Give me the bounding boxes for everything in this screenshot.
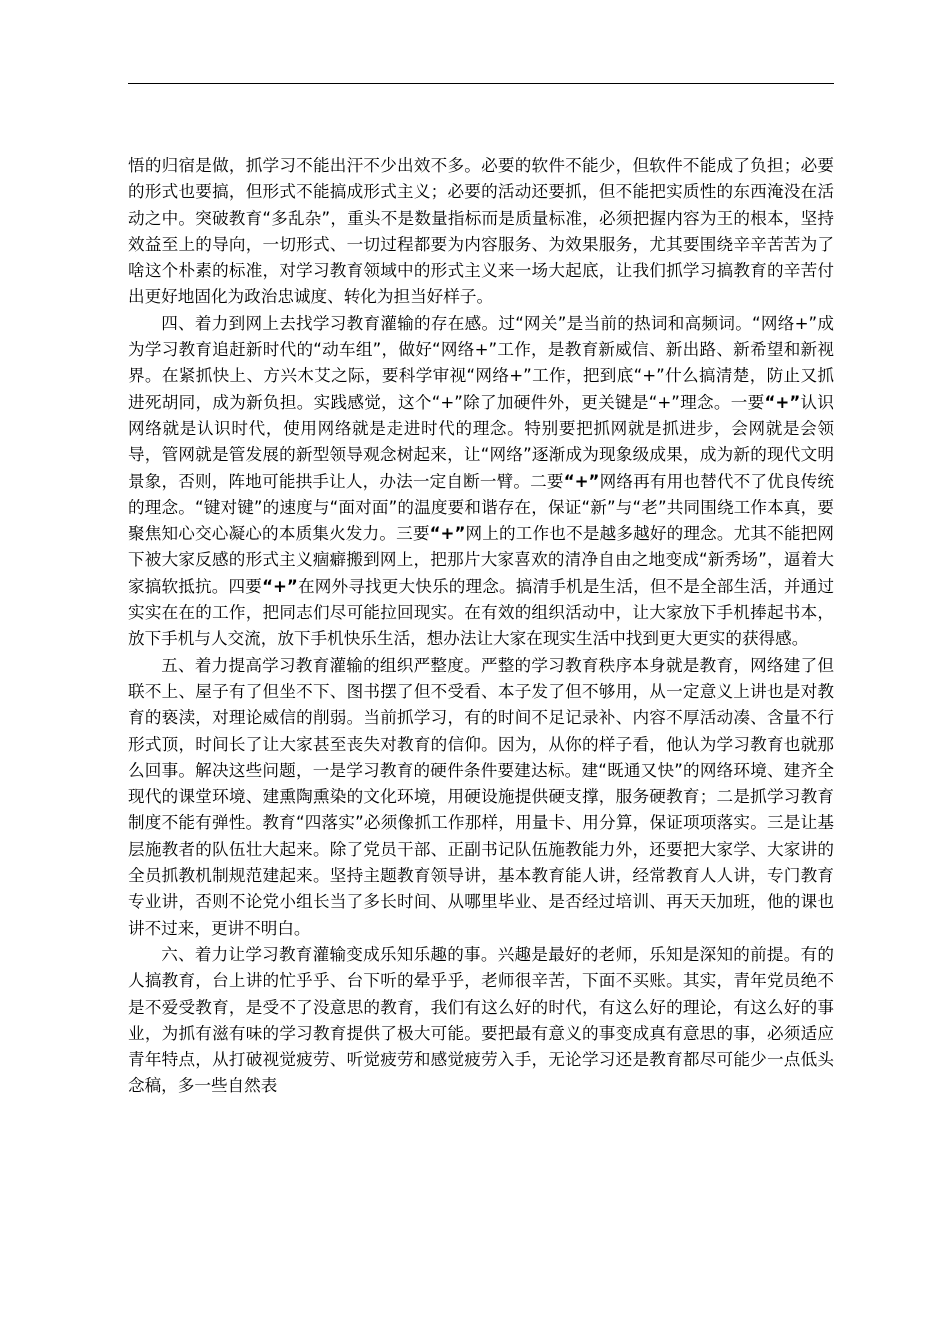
document-body	[128, 153, 834, 1100]
emphasis-plus: “+”	[262, 576, 298, 596]
header-rule	[128, 83, 834, 84]
emphasis-plus: “+”	[764, 392, 801, 412]
emphasis-plus: “+”	[563, 471, 600, 491]
paragraph-section-4: 四、着力到网上去找学习教育灌输的存在感。过“网关”是当前的热词和高频词。“网络+”成为学习教育追赶新时代的“动车组”，做好“网络+”工作，是教育新威信、新出路、新希望和新视界。在紧抓快上、方兴木艾之际，要科学审视“网络+”工作，把到底“+”什么搞清楚，防止又抓进死胡同，成为新负担。实践感觉，这个“+”除了加硬件外，更关键是“+”理念。一要“+”认识网络就是认识时代，使用网络就是走进时代的理念。特别要把抓网就是抓进步，会网就是会领导，管网就是管发展的新型领导观念树起来，让“网络”逐渐成为现象级成果，成为新的现代文明景象，否则，阵地可能拱手让人，办法一定自断一臂。二要“+”网络再有用也替代不了优良传统的理念。“键对键”的速度与“面对面”的温度要和谐存在，保证“新”与“老”共同围绕工作本真，要聚焦知心交心凝心的本质集火发力。三要“+”网上的工作也不是越多越好的理念。尤其不能把网下被大家反感的形式主义痼癖搬到网上，把那片大家喜欢的清净自由之地变成“新秀场”，逼着大家搞软抵抗。四要“+”在网外寻找更大快乐的理念。搞清手机是生活，但不是全部生活，并通过实实在在的工作，把同志们尽可能拉回现实。在有效的组织活动中，让大家放下手机捧起书本，放下手机与人交流，放下手机快乐生活，想办法让大家在现实生活中找到更大更实的获得感。	[128, 313, 835, 649]
paragraph-continuation: 悟的归宿是做，抓学习不能出汗不少出效不多。必要的软件不能少，但软件不能成了负担；必要的形式也要搞，但形式不能搞成形式主义；必要的活动还要抓，但不能把实质性的东西淹没在活动之中。突破教育“多乱杂”，重头不是数量指标而是质量标准，必须把握内容为王的根本，坚持效益至上的导向，一切形式、一切过程都要为内容服务、为效果服务，尤其要围绕辛辛苦苦为了啥这个朴素的标准，对学习教育领域中的形式主义来一场大起底，让我们抓学习搞教育的辛苦付出更好地固化为政治忠诚度、转化为担当好样子。	[128, 156, 834, 307]
paragraph-section-6: 六、着力让学习教育灌输变成乐知乐趣的事。兴趣是最好的老师，乐知是深知的前提。有的人搞教育，台上讲的忙乎乎、台下听的晕乎乎，老师很辛苦，下面不买账。其实，青年党员绝不是不爱受教育，是受不了没意思的教育，我们有这么好的时代，有这么好的理论，有这么好的事业，为抓有滋有味的学习教育提供了极大可能。要把最有意义的事变成真有意思的事，必须适应青年特点，从打破视觉疲劳、听觉疲劳和感觉疲劳入手，无论学习还是教育都尽可能少一点低头念稿，多一些自然表	[128, 944, 834, 1096]
paragraph-section-5: 五、着力提高学习教育灌输的组织严整度。严整的学习教育秩序本身就是教育，网络建了但联不上、屋子有了但坐不下、图书摆了但不受看、本子发了但不够用，从一定意义上讲也是对教育的亵渎，对理论威信的削弱。当前抓学习，有的时间不足记录补、内容不厚活动凑、含量不行形式顶，时间长了让大家甚至丧失对教育的信仰。因为，从你的样子看，他认为学习教育也就那么回事。解决这些问题，一是学习教育的硬件条件要建达标。建“既通又快”的网络环境、建齐全现代的课堂环境、建熏陶熏染的文化环境，用硬设施提供硬支撑，服务硬教育；二是抓学习教育制度不能有弹性。教育“四落实”必须像抓工作那样，用量卡、用分算，保证项项落实。三是让基层施教者的队伍壮大起来。除了党员干部、正副书记队伍施教能力外，还要把大家学、大家讲的全员抓教机制规范建起来。坚持主题教育领导讲，基本教育能人讲，经常教育人人讲，专门教育专业讲，否则不论党小组长当了多长时间、从哪里毕业、是否经过培训、再天天加班，他的课也讲不过来，更讲不明白。	[128, 655, 834, 938]
emphasis-plus: “+”	[429, 524, 466, 544]
